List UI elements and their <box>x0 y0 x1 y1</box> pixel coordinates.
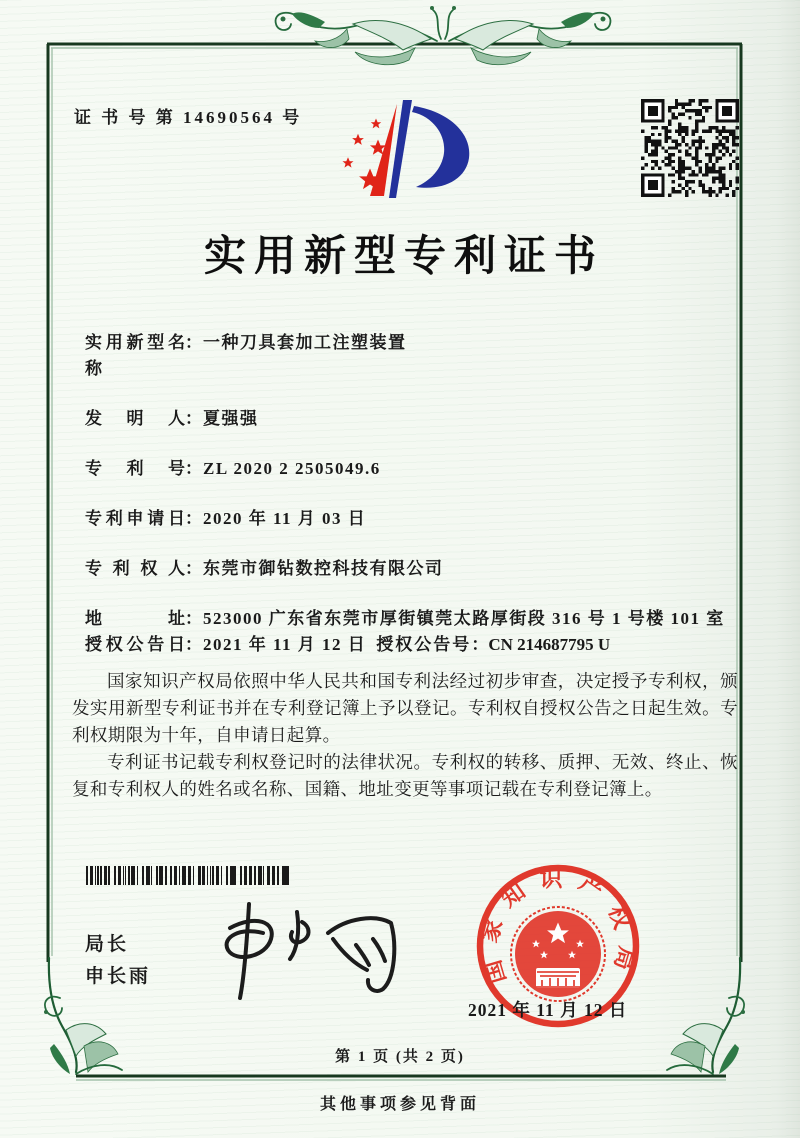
barcode-icon <box>86 866 289 885</box>
paragraph: 专利证书记载专利权登记时的法律状况。专利权的转移、质押、无效、终止、恢复和专利权人的姓名或名称、国籍、地址变更等事项记载在专利登记簿上。 <box>72 752 738 799</box>
field-row <box>85 330 742 382</box>
field-value: 523000 广东省东莞市厚街镇莞太路厚街段 316 号 1 号楼 101 室 <box>203 609 725 628</box>
field-value: 东莞市御钻数控科技有限公司 <box>203 559 444 578</box>
field-row <box>85 606 742 632</box>
field-label: 实用新型名称 <box>85 333 185 378</box>
seal-text: 国家知识产权局 <box>476 866 640 987</box>
top-flourish-ornament <box>276 6 611 65</box>
signer-name: 申长雨 <box>85 966 152 987</box>
signer-block <box>85 929 151 993</box>
certificate-number: 证 书 号 第 14690564 号 <box>74 108 303 127</box>
fields <box>85 330 742 682</box>
field-label: 授权公告号 <box>376 635 472 654</box>
certificate-title: 实用新型专利证书 <box>203 234 604 280</box>
page-number: 第 1 页 (共 2 页) <box>335 1049 465 1065</box>
field-colon: ： <box>185 609 202 628</box>
field-value: ZL 2020 2 2505049.6 <box>203 459 381 478</box>
seal-date: 2021 年 11 月 12 日 <box>468 1000 628 1020</box>
field-row <box>85 506 742 532</box>
field-colon: ： <box>185 635 202 654</box>
field-label: 专利申请日 <box>85 509 185 528</box>
qr-code-icon <box>641 99 739 197</box>
field-colon: ： <box>185 559 202 578</box>
field-colon: ： <box>185 333 202 352</box>
field-value: 2021 年 11 月 12 日 <box>203 635 367 654</box>
field-value: CN 214687795 U <box>488 635 611 654</box>
field-label: 地址 <box>85 609 185 628</box>
field-colon: ： <box>471 635 489 654</box>
field-row <box>85 632 742 658</box>
field-label: 专利号 <box>85 459 185 478</box>
field-label: 专利权人 <box>85 559 185 578</box>
field-label: 授权公告日 <box>85 635 185 654</box>
field-row <box>85 456 742 482</box>
cnipa-logo-icon <box>326 92 498 220</box>
field-colon: ： <box>185 409 202 428</box>
field-value: 一种刀具套加工注塑装置 <box>203 333 407 352</box>
field-value: 2020 年 11 月 03 日 <box>203 509 367 528</box>
field-row <box>85 556 742 582</box>
paragraph: 国家知识产权局依照中华人民共和国专利法经过初步审查，决定授予专利权，颁发实用新型专利证书并在专利登记簿上予以登记。专利权自授权公告之日起生效。专利权期限为十年，自申请日起算。 <box>72 671 738 745</box>
field-colon: ： <box>185 459 202 478</box>
field-colon: ： <box>185 509 202 528</box>
signer-title: 局长 <box>85 934 130 955</box>
back-note: 其他事项参见背面 <box>319 1096 480 1113</box>
field-row <box>85 406 742 432</box>
field-label: 发明人 <box>85 409 185 428</box>
field-value: 夏强强 <box>203 409 259 428</box>
handwritten-signature-icon <box>196 892 411 1002</box>
field-pair-2 <box>376 632 610 658</box>
body-paragraphs <box>72 668 738 803</box>
